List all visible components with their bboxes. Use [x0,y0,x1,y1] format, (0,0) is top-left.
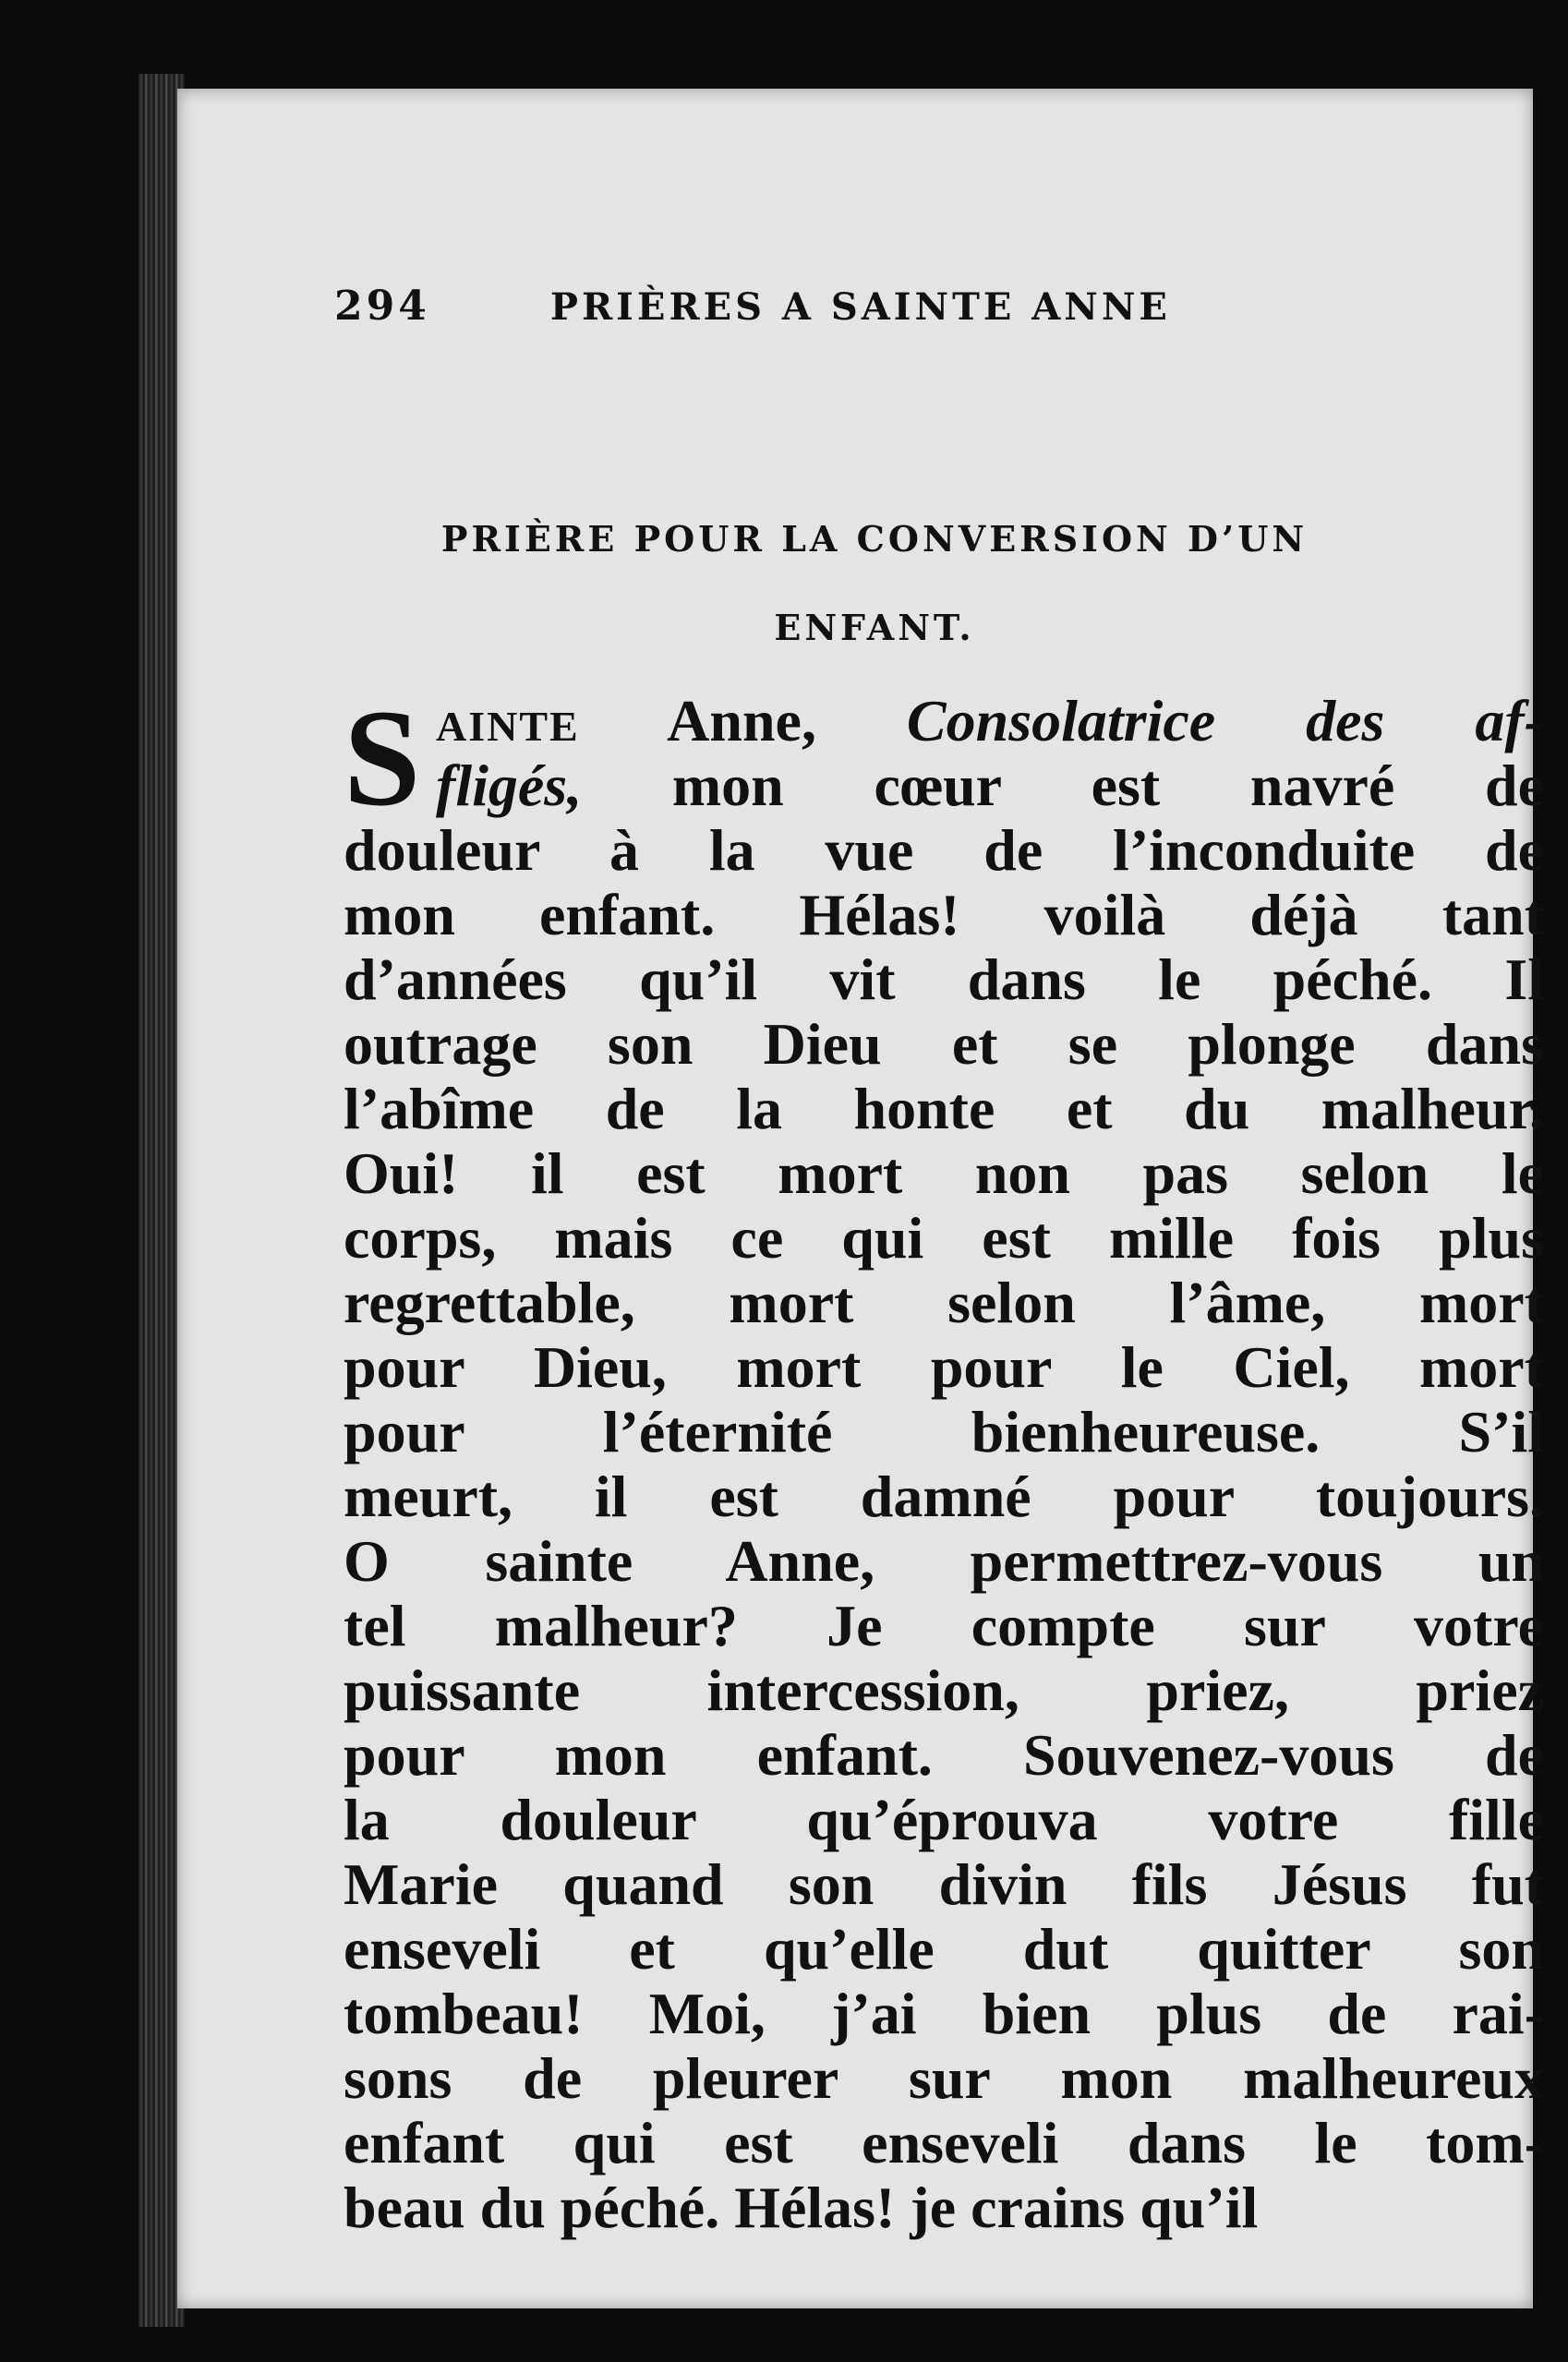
body-line: sons de pleurer sur mon malheureux [344,2045,1544,2111]
body-line: mon enfant. Hélas! voilà déjà tant [344,882,1544,947]
body-line: tel malheur? Je compte sur votre [344,1593,1544,1658]
body-line: O sainte Anne, permettrez-vous un [344,1528,1544,1594]
body-line: d’années qu’il vit dans le péché. Il [344,946,1544,1012]
page-number: 294 [334,283,430,330]
body-line: la douleur qu’éprouva votre fille [344,1787,1544,1852]
page-content [177,89,1544,2308]
body-line: douleur à la vue de l’inconduite de [344,817,1544,883]
body-line: Oui! il est mort non pas selon le [344,1140,1544,1206]
body-line [344,753,1544,818]
body-line: enfant qui est enseveli dans le tom- [344,2110,1544,2175]
section-title-line-2: ENFANT. [774,607,975,648]
lead-small-caps: AINTE [436,703,580,750]
body-line: beau du péché. Hélas! je crains qu’il [344,2175,1259,2240]
body-line: Marie quand son divin fils Jésus fut [344,1851,1544,1917]
body-line: pour l’éternité bienheureuse. S’il [344,1399,1544,1464]
prayer-body [344,681,1544,2240]
body-line [344,689,1544,753]
body-line-text: Anne, [579,688,907,753]
body-line-italic: fligés, [436,753,583,818]
body-line: pour Dieu, mort pour le Ciel, mort [344,1334,1544,1400]
body-line: enseveli et qu’elle dut quitter son [344,1916,1544,1982]
body-line: l’abîme de la honte et du malheur. [344,1076,1544,1141]
body-line: regrettable, mort selon l’âme, mort [344,1270,1544,1335]
section-title [344,495,1405,672]
section-title-line-1: PRIÈRE POUR LA CONVERSION D’UN [440,518,1309,560]
body-line: tombeau! Moi, j’ai bien plus de rai- [344,1981,1544,2046]
drop-cap: S [344,681,421,835]
running-head [334,283,1442,330]
body-line-text: mon cœur est navré de [582,753,1544,818]
body-line: outrage son Dieu et se plonge dans [344,1011,1544,1077]
body-line: corps, mais ce qui est mille fois plus [344,1205,1544,1271]
body-line: pour mon enfant. Souvenez-vous de [344,1722,1544,1788]
book-page [177,89,1544,2308]
body-line-italic: Consolatrice des af- [906,688,1544,753]
body-line: meurt, il est damné pour toujours. [344,1464,1544,1529]
body-line: puissante intercession, priez, priez [344,1657,1544,1723]
running-head-title: PRIÈRES A SAINTE ANNE [549,285,1171,329]
